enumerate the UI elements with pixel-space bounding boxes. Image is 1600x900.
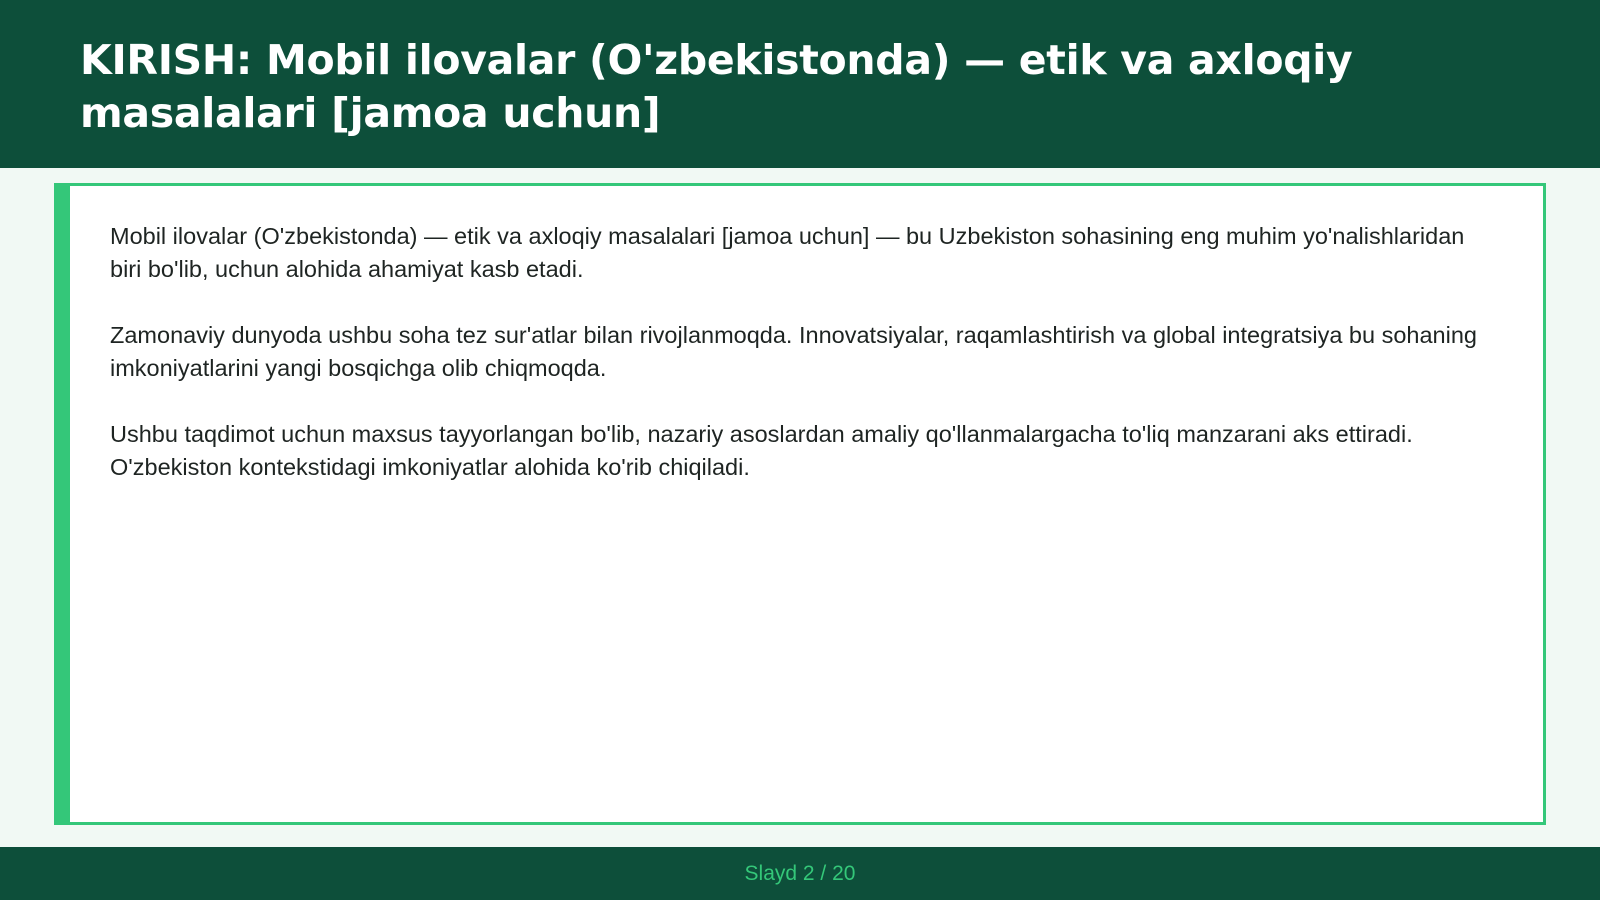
slide-title: KIRISH: Mobil ilovalar (O'zbekistonda) — etik va axloqiy masalalari [jamoa uchun] xyxy=(80,36,1353,137)
paragraph-2: Zamonaviy dunyoda ushbu soha tez sur'atlar bilan rivojlanmoqda. Innovatsiyalar, raqamlashtirish va global integratsiya bu sohaning imkoniyatlarini yangi bosqichga olib chiqmoqda. xyxy=(110,322,1477,381)
slide-header xyxy=(0,0,1600,168)
paragraph-1: Mobil ilovalar (O'zbekistonda) — etik va axloqiy masalalari [jamoa uchun] — bu Uzbekiston sohasining eng muhim yo'nalishlaridan biri bo'lib, uchun alohida ahamiyat kasb etadi. xyxy=(110,223,1465,282)
slide-counter: Slayd 2 / 20 xyxy=(744,861,856,885)
paragraph-3: Ushbu taqdimot uchun maxsus tayyorlangan bo'lib, nazariy asoslardan amaliy qo'llanmalargacha to'liq manzarani aks ettiradi. O'zbekiston kontekstidagi imkoniyatlar alohida ko'rib chiqiladi. xyxy=(110,421,1413,480)
slide-footer xyxy=(0,847,1600,900)
content-card xyxy=(54,183,1546,825)
